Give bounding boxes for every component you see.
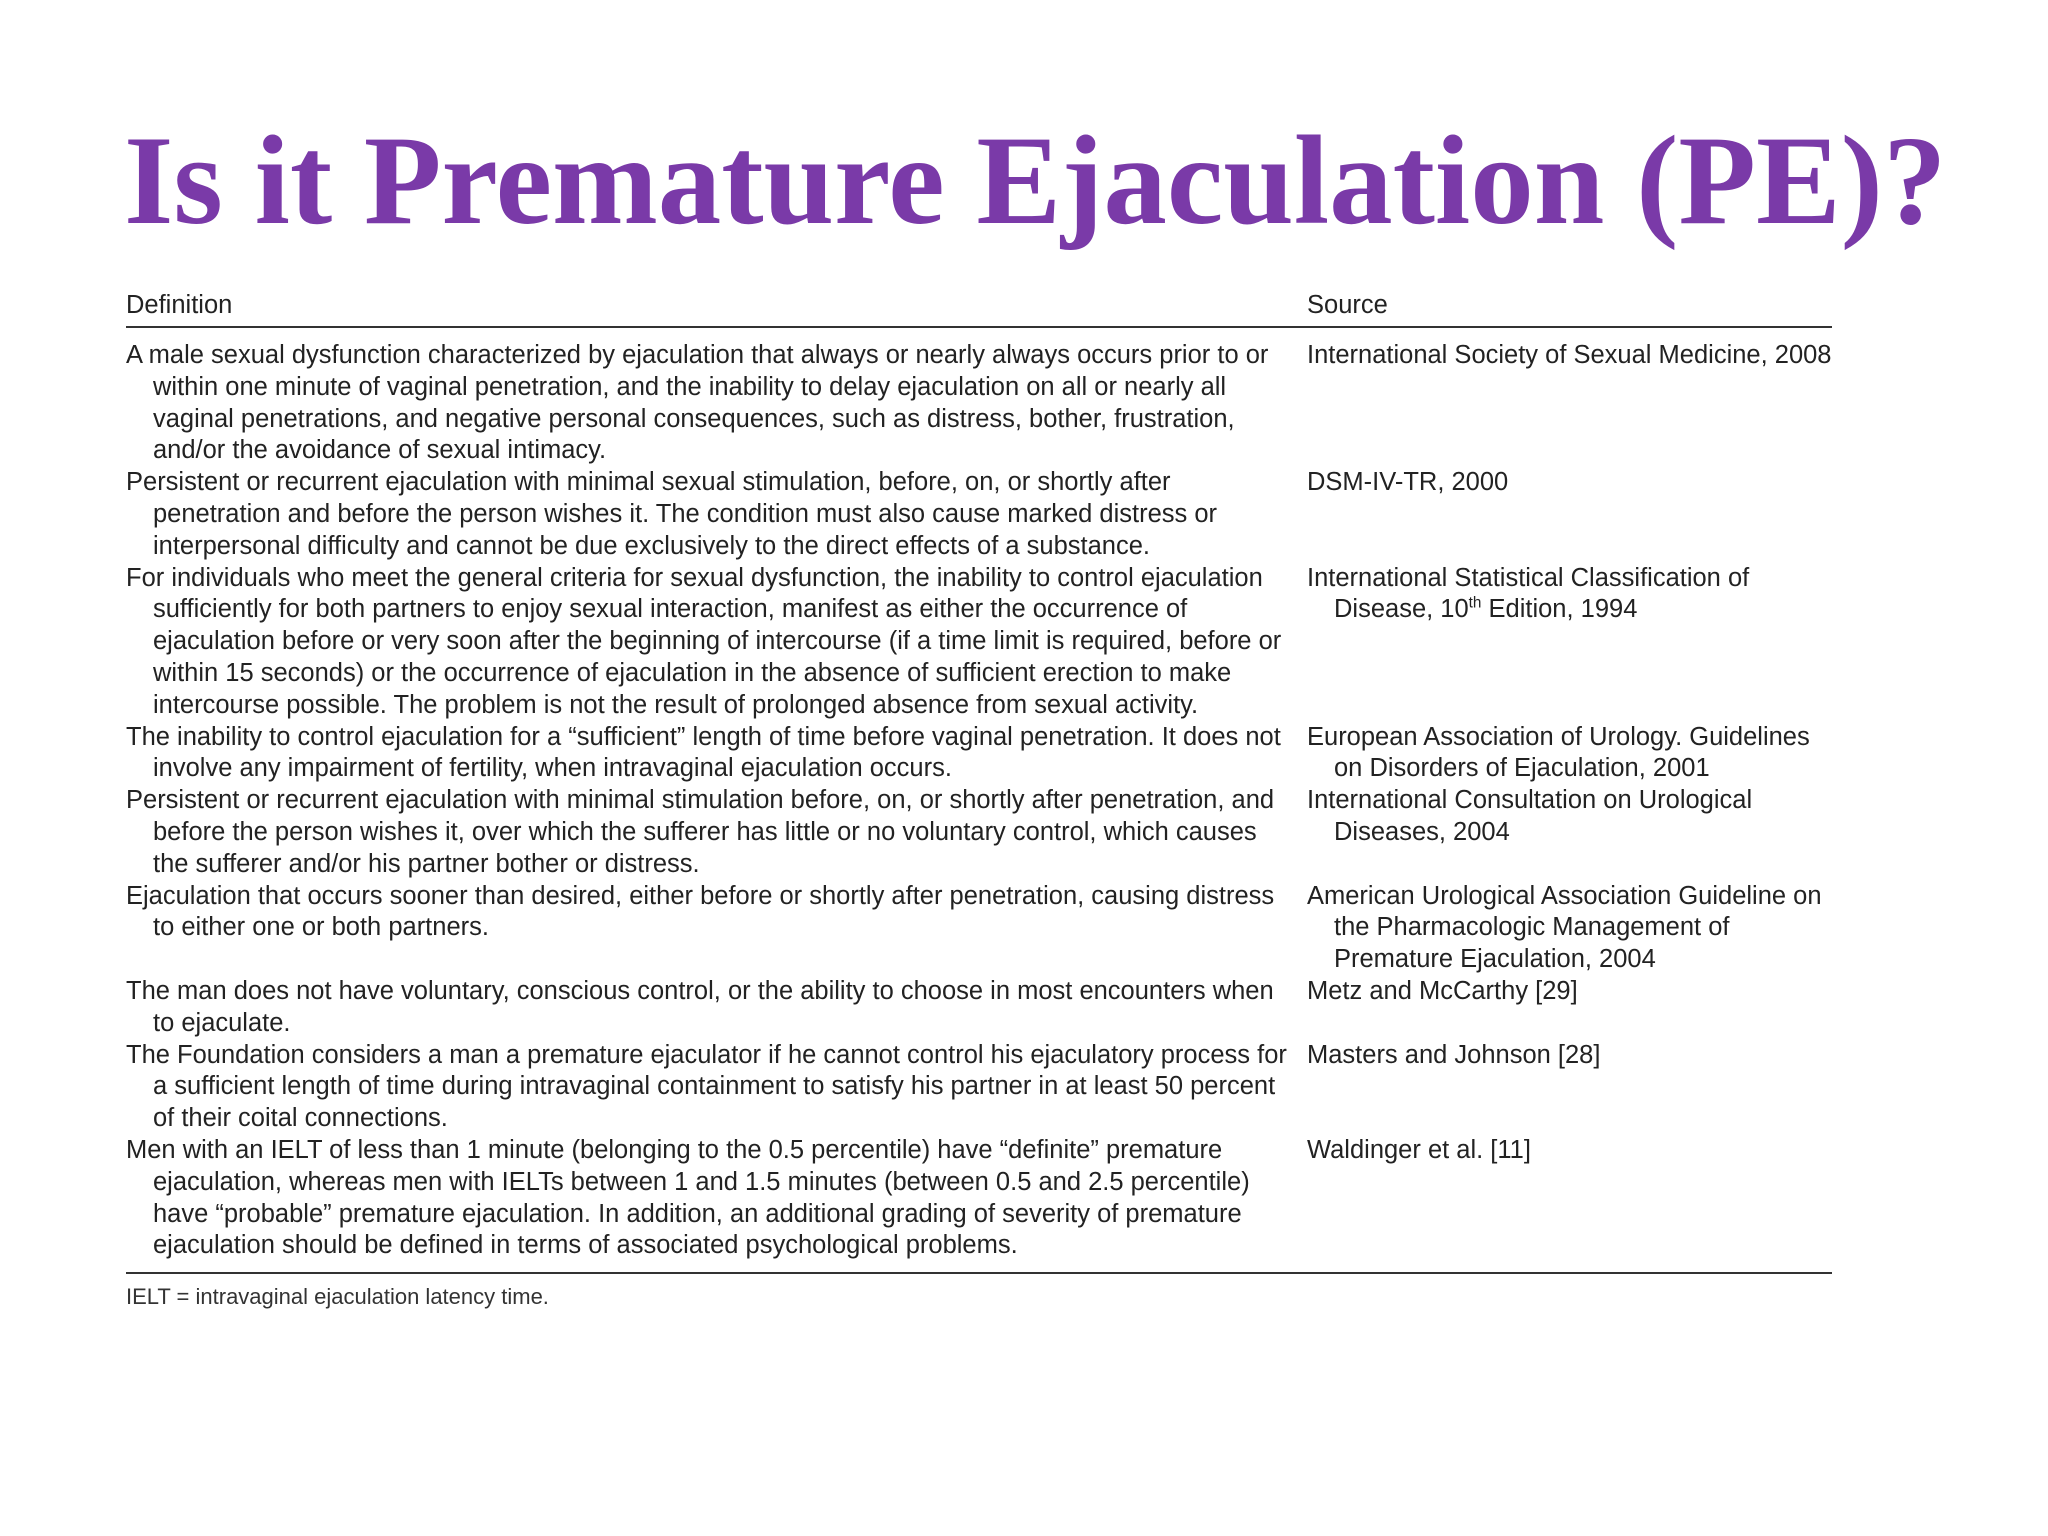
definition-cell: Persistent or recurrent ejaculation with minimal stimulation before, on, or shortly after penetration, and before the person wishes it, over which the sufferer has little or no voluntary control, which causes the sufferer and/or his partner bother or distress. [126, 786, 1275, 878]
definition-cell: The Foundation considers a man a premature ejaculator if he cannot control his ejaculatory process for a sufficient length of time during intravaginal containment to satisfy his partner in at least 50 percent of their coital connections. [126, 1040, 1287, 1133]
definition-cell: Ejaculation that occurs sooner than desired, either before or shortly after penetration, causing distress to either one or both partners. [126, 881, 1275, 942]
definition-cell: The inability to control ejaculation for a “sufficient” length of time before vaginal penetration. It does not involve any impairment of fertility, when intravaginal ejaculation occurs. [126, 722, 1281, 783]
table-row [126, 722, 1832, 786]
source-cell: American Urological Association Guideline on the Pharmacologic Management of Premature Ejaculation, 2004 [1307, 881, 1822, 974]
source-cell: European Association of Urology. Guidelines on Disorders of Ejaculation, 2001 [1307, 722, 1810, 783]
source-text: International Statistical Classification of Disease, 10 [1307, 563, 1750, 624]
source-column-header: Source [1307, 291, 1388, 319]
table-row [126, 563, 1832, 722]
definition-cell: A male sexual dysfunction characterized by ejaculation that always or nearly always occurs prior to or within one minute of vaginal penetration, and the inability to delay ejaculation on all or nearly all vaginal penetrations, and negative personal consequences, such as distress, bother, frustration, and/or the avoidance of sexual intimacy. [126, 341, 1269, 465]
definition-cell: The man does not have voluntary, conscious control, or the ability to choose in most encounters when to ejaculate. [126, 976, 1274, 1037]
table-body [126, 328, 1832, 1274]
source-cell: International Society of Sexual Medicine, 2008 [1307, 341, 1832, 369]
table-row [126, 467, 1832, 562]
slide-title: Is it Premature Ejaculation (PE)? [124, 111, 1947, 251]
table-row [126, 340, 1832, 467]
source-cell: International Consultation on Urological Diseases, 2004 [1307, 786, 1753, 846]
table-row [126, 1135, 1832, 1262]
definition-cell: Men with an IELT of less than 1 minute (belonging to the 0.5 percentile) have “definite” premature ejaculation, whereas men with IELTs between 1 and 1.5 minutes (between 0.5 and 2.5 percentile) have “probable” premature ejaculation. In addition, an additional grading of severity of premature ejaculation should be defined in terms of associated psychological problems. [126, 1135, 1250, 1260]
definitions-table [126, 280, 1832, 1312]
source-cell [1307, 563, 1832, 722]
ordinal-superscript: th [1468, 594, 1482, 612]
source-cell: Metz and McCarthy [29] [1307, 976, 1578, 1005]
table-row [126, 1040, 1832, 1135]
source-cell: Masters and Johnson [28] [1307, 1040, 1601, 1069]
definition-cell: Persistent or recurrent ejaculation with minimal sexual stimulation, before, on, or shortly after penetration and before the person wishes it. The condition must also cause marked distress or interpersonal difficulty and cannot be due exclusively to the direct effects of a substance. [126, 468, 1218, 560]
table-row [126, 976, 1832, 1040]
table-header [126, 280, 1832, 328]
table-row [126, 785, 1832, 880]
source-cell: DSM-IV-TR, 2000 [1307, 468, 1509, 497]
table-footnote: IELT = intravaginal ejaculation latency time. [126, 1284, 549, 1310]
source-cell: Waldinger et al. [11] [1307, 1135, 1531, 1164]
definition-column-header: Definition [126, 291, 233, 319]
table-row [126, 881, 1832, 976]
source-text: Edition, 1994 [1481, 595, 1638, 624]
definition-cell: For individuals who meet the general criteria for sexual dysfunction, the inability to control ejaculation sufficiently for both partners to enjoy sexual interaction, manifest as either the occurrence of ejaculation before or very soon after the beginning of intercourse (if a time limit is required, before or within 15 seconds) or the occurrence of ejaculation in the absence of sufficient erection to make intercourse possible. The problem is not the result of prolonged absence from sexual activity. [126, 563, 1282, 719]
